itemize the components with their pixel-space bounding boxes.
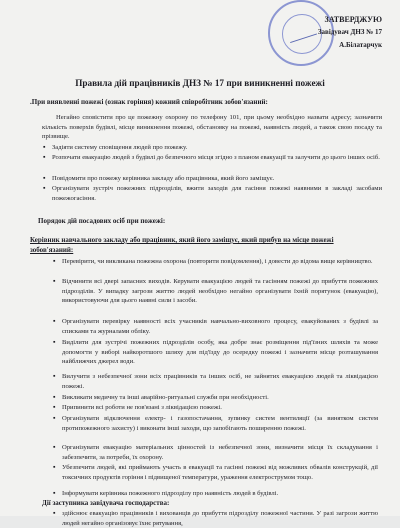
approval-name: А.Білатарчук	[339, 41, 382, 49]
section2-item: ▪ Організувати перевірку наявності всіх учасників навчально-виховного процесу, евакуйованих з будівлі за списками та журналами обліку.	[52, 317, 378, 336]
section1-item: ▪ Організувати зустріч пожежних підрозділів, вжити заходів для гасіння пожежі наявними в закладі засобами пожежогасіння.	[42, 184, 382, 203]
section1-item: Негайно сповістити про це пожежну охорону по телефону 101, при цьому необхідно назвати адресу; зазначити кількість поверхів будівлі, місце виникнення пожежі, обстановку на пожежі, наявність людей, а також свою посаду та прізвище.	[42, 114, 382, 141]
section2-item: ▪ Відчинити всі двері запасних виходів. Керувати евакуацією людей та гасінням пожежі до прибуття пожежних підрозділів. У випадку загрози життю людей необхідно негайно організувати їхній порятунок (евакуацію), використовуючи для цього наявні сили і засоби.	[52, 277, 378, 306]
approval-heading: ЗАТВЕРДЖУЮ	[324, 15, 382, 24]
section1-item: ▪ Повідомити про пожежу керівника закладу або працівника, який його заміщує.	[42, 174, 382, 184]
section1-heading: .При виявленні пожежі (ознак горіння) кожний співробітник зобов'язаний:	[30, 98, 268, 106]
section3-item: ▪ здійснює евакуацію працівників і вихованців до прибуття підрозділу пожежної частини. У разі загрози життю людей негайно організовує їхнє рятування,	[52, 509, 378, 528]
approval-position: Завідувач ДНЗ № 17	[317, 28, 382, 36]
section2-item: ▪ Убезпечити людей, які приймають участь в евакуації та гасінні пожежі від можливих обвалів конструкцій, дії токсичних продуктів горіння і підвищеної температури, ураження електрострумом тощо.	[52, 463, 378, 482]
section2-item: ▪ Виділити для зустрічі пожежних підрозділів особу, яка добре знає розміщення під'їзних шляхів та може допомогти у виборі найкоротшого шляху для під'їзду до осередку пожежі і зазначити місце розташування найближчих джерел води.	[52, 338, 378, 367]
section2-subheading: Керівник навчального закладу або працівник, який його заміщує, який прибув на місце пожежі зобов'язаний:	[30, 236, 334, 254]
document-title: Правила дій працівників ДНЗ № 17 при виникненні пожежі	[75, 78, 325, 88]
section1-item: ▪ Розпочати евакуацію людей з будівлі до безпечного місця згідно з планом евакуації та залучити до цього інших осіб.	[42, 153, 382, 163]
section2-item: ▪ Викликати медичну та інші аварійно-ритуальні служби при необхідності.	[52, 393, 378, 403]
section2-item: ▪ Організувати відключення електр- і газопостачання, зупинку систем вентиляції (за винятком систем протипожежного захисту) і виконати інші заходи, що запобігають поширенню пожежі.	[52, 414, 378, 433]
section2-item: ▪ Інформувати керівника пожежного підрозділу про наявність людей в будівлі.	[52, 489, 378, 499]
approval-block	[318, 13, 382, 52]
section3-heading: Дії заступника завідувача господарства:	[42, 499, 170, 507]
section1-item: ▪ Задіяти систему сповіщення людей про пожежу.	[42, 143, 382, 153]
section2-heading: Порядок дій посадових осіб при пожежі:	[38, 217, 166, 225]
section2-item: ▪ Вилучити з небезпечної зони всіх працівників та інших осіб, не зайнятих евакуацією людей та ліквідацією пожежі.	[52, 372, 378, 391]
section2-item: ▪ Припинити всі роботи не пов'язані з ліквідацією пожежі.	[52, 403, 378, 413]
section2-item: ▪ Організувати евакуацію матеріальних цінностей із небезпечної зони, визначити місця їх складування і забезпечити, за потреби, їх охорону.	[52, 443, 378, 462]
section2-item: ▪ Перевірити, чи викликана пожежна охорона (повторити повідомлення), і довести до відома вище керівництво.	[52, 257, 378, 267]
